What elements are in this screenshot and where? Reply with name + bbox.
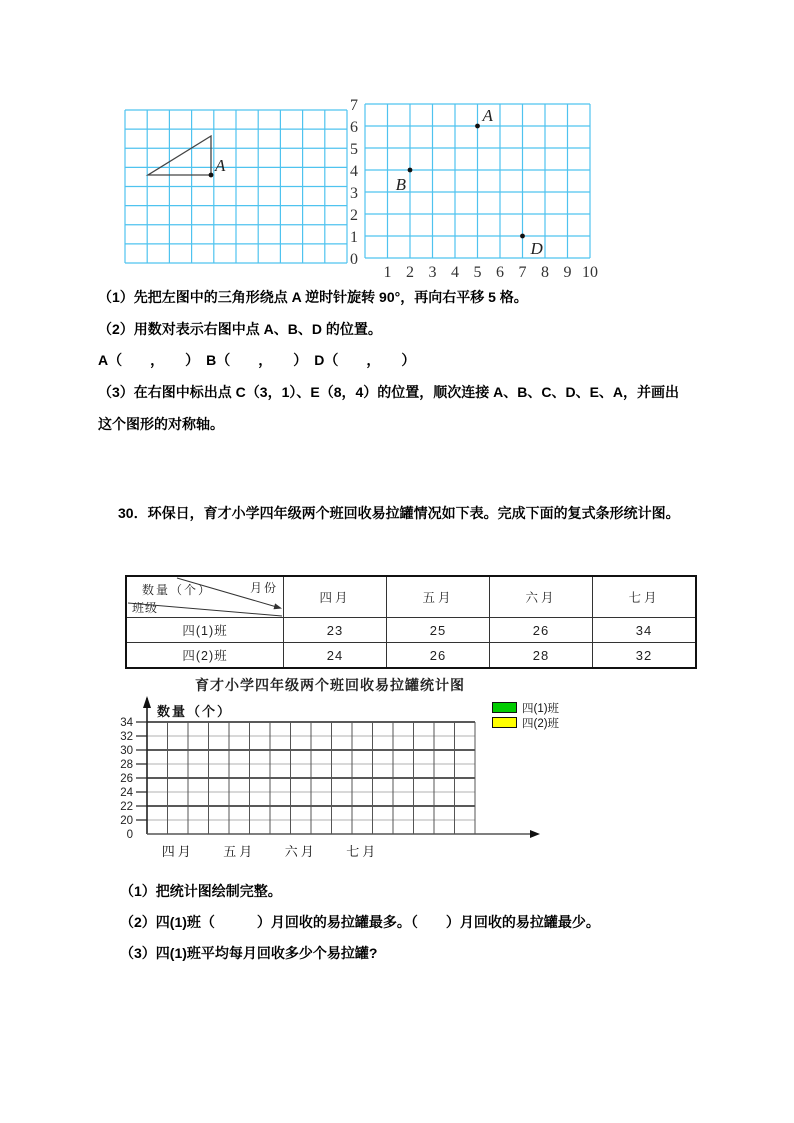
point-label-d: D: [530, 239, 543, 258]
chart-month-label: 五月: [223, 844, 256, 859]
chart-y-tick-label: 28: [120, 759, 133, 771]
chart-y-axis-label: 数量（个）: [157, 704, 233, 719]
chart-legend: [492, 700, 559, 730]
table-header-row: [126, 576, 696, 618]
legend-swatch-icon: [492, 702, 517, 713]
y-axis-tick-label: 6: [350, 119, 358, 136]
table-corner-cell: [126, 576, 284, 618]
y-axis-arrow-icon: [143, 696, 151, 708]
chart-title: 育才小学四年级两个班回收易拉罐统计图: [195, 677, 465, 693]
x-axis-arrow-icon: [530, 830, 540, 838]
x-axis-tick-label: 10: [582, 264, 598, 281]
table-cell-month: 七月: [593, 576, 697, 618]
plotted-point-a: [475, 124, 480, 129]
q29-part3-line2: 这个图形的对称轴。: [98, 416, 224, 432]
table-cell-value: 28: [490, 643, 593, 669]
table-cell-class: 四(1)班: [126, 618, 284, 643]
table-cell-month: 五月: [387, 576, 490, 618]
triangle-shape: [148, 136, 211, 175]
chart-y-tick-label: 30: [120, 745, 133, 757]
chart-month-label: 六月: [284, 844, 317, 859]
table-cell-value: 23: [284, 618, 387, 643]
table-corner-box: [127, 577, 283, 617]
corner-label-class: 班级: [132, 601, 159, 615]
legend-label: 四(1)班: [522, 702, 560, 715]
table-cell-value: 34: [593, 618, 697, 643]
table-cell-class: 四(2)班: [126, 643, 284, 669]
x-axis-tick-label: 3: [428, 264, 437, 281]
table-cell-month: 六月: [490, 576, 593, 618]
triangle-point-a: [209, 173, 214, 178]
left-grid-figure: [125, 110, 347, 263]
table-row: [126, 643, 696, 669]
table-cell-value: 26: [490, 618, 593, 643]
table-cell-value: 26: [387, 643, 490, 669]
plotted-point-b: [408, 168, 413, 173]
q29-part1: （1）先把左图中的三角形绕点 A 逆时针旋转 90°，再向右平移 5 格。: [98, 289, 528, 305]
legend-item: [492, 700, 559, 715]
legend-label: 四(2)班: [522, 717, 560, 730]
x-axis-tick-label: 1: [383, 264, 392, 281]
y-axis-tick-label: 1: [350, 229, 358, 246]
table-cell-month: 四月: [284, 576, 387, 618]
chart-y-tick-label: 0: [126, 829, 133, 841]
bar-chart-template: [100, 692, 560, 868]
y-axis-tick-label: 0: [350, 251, 358, 268]
chart-y-tick-label: 32: [120, 731, 133, 743]
chart-month-label: 四月: [161, 844, 194, 859]
q29-answer-blanks: A（ ， ） B（ ， ） D（ ， ）: [98, 352, 416, 368]
y-axis-tick-label: 5: [350, 141, 358, 158]
corner-label-quantity: 数量（个）: [142, 583, 213, 597]
table-row: [126, 618, 696, 643]
chart-y-tick-label: 26: [120, 773, 133, 785]
chart-y-tick-label: 20: [120, 815, 133, 827]
y-axis-tick-label: 7: [350, 97, 358, 114]
chart-y-tick-label: 34: [120, 717, 133, 729]
table-cell-value: 25: [387, 618, 490, 643]
q30-sub2: （2）四(1)班（ ）月回收的易拉罐最多。（ ）月回收的易拉罐最少。: [120, 914, 600, 930]
legend-item: [492, 715, 559, 730]
q29-part2: （2）用数对表示右图中点 A、B、D 的位置。: [98, 321, 382, 337]
point-label-b: B: [395, 175, 406, 194]
x-axis-tick-label: 2: [406, 264, 414, 281]
x-axis-tick-label: 4: [451, 264, 459, 281]
triangle-point-a-label: A: [215, 156, 226, 175]
x-axis-tick-label: 7: [518, 264, 527, 281]
chart-y-tick-label: 24: [120, 787, 133, 799]
chart-month-label: 七月: [346, 844, 379, 859]
q29-part3-line1: （3）在右图中标出点 C（3，1）、E（8，4）的位置，顺次连接 A、B、C、D、E、A，并画出: [98, 384, 680, 400]
table-cell-value: 32: [593, 643, 697, 669]
x-axis-tick-label: 8: [541, 264, 549, 281]
legend-swatch-icon: [492, 717, 517, 728]
chart-y-tick-label: 22: [120, 801, 133, 813]
x-axis-tick-label: 5: [473, 264, 482, 281]
table-cell-value: 24: [284, 643, 387, 669]
point-label-a: A: [482, 106, 493, 125]
q30-intro: 30．环保日，育才小学四年级两个班回收易拉罐情况如下表。完成下面的复式条形统计图。: [118, 505, 680, 521]
plotted-point-d: [520, 234, 525, 239]
x-axis-tick-label: 9: [563, 264, 572, 281]
y-axis-tick-label: 4: [350, 163, 358, 180]
q30-sub3: （3）四(1)班平均每月回收多少个易拉罐?: [120, 945, 378, 961]
y-axis-tick-label: 3: [350, 185, 358, 202]
x-axis-tick-label: 6: [496, 264, 504, 281]
recycling-table: [125, 575, 697, 669]
corner-label-month: 月份: [249, 581, 278, 595]
q30-sub1: （1）把统计图绘制完整。: [120, 883, 282, 899]
right-coordinate-grid: [340, 92, 610, 292]
y-axis-tick-label: 2: [350, 207, 358, 224]
